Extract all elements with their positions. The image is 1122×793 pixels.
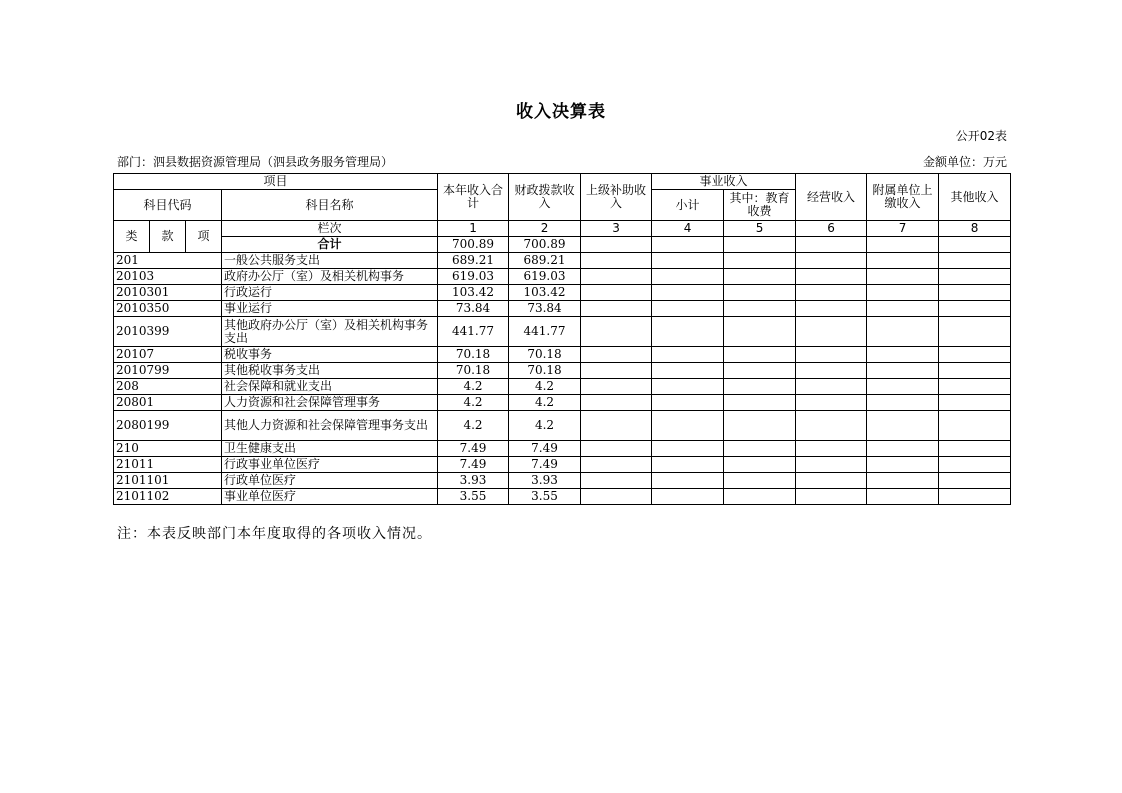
subject-code: 2101101 bbox=[114, 473, 222, 489]
empty-cell bbox=[724, 379, 796, 395]
header-subtotal: 小计 bbox=[652, 190, 724, 221]
empty-cell bbox=[796, 301, 867, 317]
header-fiscal: 财政拨款收入 bbox=[509, 174, 581, 221]
header-other: 其他收入 bbox=[939, 174, 1011, 221]
table-row bbox=[114, 395, 1011, 411]
header-subject-name: 科目名称 bbox=[222, 190, 438, 221]
empty-cell bbox=[939, 269, 1011, 285]
empty-cell bbox=[652, 269, 724, 285]
total-income-cell: 3.55 bbox=[438, 489, 509, 505]
total-income-cell: 3.93 bbox=[438, 473, 509, 489]
empty-cell bbox=[652, 489, 724, 505]
income-table bbox=[113, 173, 1011, 505]
empty-cell bbox=[581, 411, 652, 441]
empty-cell bbox=[796, 395, 867, 411]
total-income-value: 700.89 bbox=[438, 237, 509, 253]
empty-cell bbox=[652, 347, 724, 363]
empty-cell bbox=[724, 489, 796, 505]
subject-code: 20801 bbox=[114, 395, 222, 411]
total-income-cell: 103.42 bbox=[438, 285, 509, 301]
table-row bbox=[114, 269, 1011, 285]
subject-code: 201 bbox=[114, 253, 222, 269]
total-income-cell: 4.2 bbox=[438, 395, 509, 411]
empty-cell bbox=[796, 473, 867, 489]
subject-code: 210 bbox=[114, 441, 222, 457]
empty-cell bbox=[724, 317, 796, 347]
empty-cell bbox=[939, 489, 1011, 505]
fiscal-cell: 70.18 bbox=[509, 363, 581, 379]
empty-cell bbox=[724, 363, 796, 379]
fiscal-cell: 7.49 bbox=[509, 457, 581, 473]
col-num: 8 bbox=[939, 221, 1011, 237]
total-income-cell: 619.03 bbox=[438, 269, 509, 285]
empty-cell bbox=[796, 317, 867, 347]
empty-cell bbox=[867, 285, 939, 301]
empty-cell bbox=[581, 285, 652, 301]
subject-code: 208 bbox=[114, 379, 222, 395]
empty-cell bbox=[796, 411, 867, 441]
subject-name: 一般公共服务支出 bbox=[222, 253, 438, 269]
table-row bbox=[114, 411, 1011, 441]
department-label: 部门：泗县数据资源管理局（泗县政务服务管理局） bbox=[117, 155, 394, 169]
fiscal-cell: 73.84 bbox=[509, 301, 581, 317]
header-superior: 上级补助收入 bbox=[581, 174, 652, 221]
empty-cell bbox=[867, 411, 939, 441]
subject-name: 政府办公厅（室）及相关机构事务 bbox=[222, 269, 438, 285]
empty-cell bbox=[724, 473, 796, 489]
empty-cell bbox=[939, 301, 1011, 317]
header-xiang: 项 bbox=[186, 221, 222, 253]
empty-cell bbox=[581, 379, 652, 395]
empty-cell bbox=[652, 457, 724, 473]
empty-cell bbox=[652, 395, 724, 411]
fiscal-cell: 441.77 bbox=[509, 317, 581, 347]
empty-cell bbox=[796, 379, 867, 395]
col-num: 4 bbox=[652, 221, 724, 237]
subject-code: 21011 bbox=[114, 457, 222, 473]
empty-cell bbox=[581, 457, 652, 473]
empty-cell bbox=[939, 285, 1011, 301]
subject-name: 其他政府办公厅（室）及相关机构事务支出 bbox=[222, 317, 438, 347]
header-lanci: 栏次 bbox=[222, 221, 438, 237]
empty-cell bbox=[724, 457, 796, 473]
amount-unit-label: 金额单位：万元 bbox=[922, 155, 1007, 169]
header-operating: 经营收入 bbox=[796, 174, 867, 221]
page-title: 收入决算表 bbox=[516, 102, 606, 122]
subject-name: 行政运行 bbox=[222, 285, 438, 301]
fiscal-cell: 7.49 bbox=[509, 441, 581, 457]
subject-name: 人力资源和社会保障管理事务 bbox=[222, 395, 438, 411]
total-income-cell: 73.84 bbox=[438, 301, 509, 317]
header-lei: 类 bbox=[114, 221, 150, 253]
header-edu-fee: 其中：教育收费 bbox=[724, 190, 796, 221]
subject-code: 2010301 bbox=[114, 285, 222, 301]
empty-cell bbox=[939, 379, 1011, 395]
header-affiliated: 附属单位上缴收入 bbox=[867, 174, 939, 221]
subject-name: 其他人力资源和社会保障管理事务支出 bbox=[222, 411, 438, 441]
table-row bbox=[114, 253, 1011, 269]
subject-name: 卫生健康支出 bbox=[222, 441, 438, 457]
empty-cell bbox=[724, 269, 796, 285]
subject-name: 事业单位医疗 bbox=[222, 489, 438, 505]
table-row bbox=[114, 347, 1011, 363]
empty-cell bbox=[867, 347, 939, 363]
empty-cell bbox=[796, 457, 867, 473]
empty-cell bbox=[939, 441, 1011, 457]
empty-cell bbox=[939, 347, 1011, 363]
empty-cell bbox=[939, 317, 1011, 347]
empty-cell bbox=[652, 441, 724, 457]
empty-cell bbox=[724, 441, 796, 457]
empty-cell bbox=[939, 363, 1011, 379]
empty-cell bbox=[939, 395, 1011, 411]
header-total-income: 本年收入合计 bbox=[438, 174, 509, 221]
subject-name: 其他税收事务支出 bbox=[222, 363, 438, 379]
total-income-cell: 7.49 bbox=[438, 457, 509, 473]
table-row bbox=[114, 441, 1011, 457]
empty-cell bbox=[796, 489, 867, 505]
subject-code: 20103 bbox=[114, 269, 222, 285]
fiscal-cell: 4.2 bbox=[509, 411, 581, 441]
empty-cell bbox=[867, 269, 939, 285]
empty-cell bbox=[652, 411, 724, 441]
empty-cell bbox=[867, 253, 939, 269]
empty-cell bbox=[867, 379, 939, 395]
empty-cell bbox=[796, 285, 867, 301]
table-row bbox=[114, 301, 1011, 317]
empty-cell bbox=[724, 411, 796, 441]
empty-cell bbox=[724, 285, 796, 301]
fiscal-cell: 4.2 bbox=[509, 379, 581, 395]
empty-cell bbox=[867, 457, 939, 473]
total-income-cell: 70.18 bbox=[438, 363, 509, 379]
subject-code: 2080199 bbox=[114, 411, 222, 441]
empty-cell bbox=[652, 363, 724, 379]
col-num: 3 bbox=[581, 221, 652, 237]
empty-cell bbox=[796, 269, 867, 285]
total-income-cell: 70.18 bbox=[438, 347, 509, 363]
total-fiscal-value: 700.89 bbox=[509, 237, 581, 253]
empty-cell bbox=[796, 253, 867, 269]
empty-cell bbox=[724, 301, 796, 317]
table-row bbox=[114, 363, 1011, 379]
empty-cell bbox=[867, 317, 939, 347]
total-income-cell: 4.2 bbox=[438, 379, 509, 395]
empty-cell bbox=[581, 317, 652, 347]
total-label: 合计 bbox=[222, 237, 438, 253]
empty-cell bbox=[581, 253, 652, 269]
subject-name: 行政单位医疗 bbox=[222, 473, 438, 489]
table-row bbox=[114, 317, 1011, 347]
subject-code: 2010350 bbox=[114, 301, 222, 317]
fiscal-cell: 4.2 bbox=[509, 395, 581, 411]
header-subject-code: 科目代码 bbox=[114, 190, 222, 221]
fiscal-cell: 3.93 bbox=[509, 473, 581, 489]
empty-cell bbox=[652, 379, 724, 395]
fiscal-cell: 70.18 bbox=[509, 347, 581, 363]
empty-cell bbox=[581, 473, 652, 489]
empty-cell bbox=[581, 269, 652, 285]
empty-cell bbox=[652, 253, 724, 269]
empty-cell bbox=[724, 253, 796, 269]
col-num: 1 bbox=[438, 221, 509, 237]
total-income-cell: 4.2 bbox=[438, 411, 509, 441]
empty-cell bbox=[939, 253, 1011, 269]
empty-cell bbox=[939, 411, 1011, 441]
table-row bbox=[114, 489, 1011, 505]
table-row bbox=[114, 457, 1011, 473]
header-kuan: 款 bbox=[150, 221, 186, 253]
empty-cell bbox=[581, 395, 652, 411]
empty-cell bbox=[867, 363, 939, 379]
empty-cell bbox=[867, 395, 939, 411]
fiscal-cell: 103.42 bbox=[509, 285, 581, 301]
fiscal-cell: 619.03 bbox=[509, 269, 581, 285]
empty-cell bbox=[724, 347, 796, 363]
empty-cell bbox=[652, 317, 724, 347]
table-row bbox=[114, 473, 1011, 489]
fiscal-cell: 689.21 bbox=[509, 253, 581, 269]
empty-cell bbox=[652, 473, 724, 489]
col-num: 5 bbox=[724, 221, 796, 237]
table-row bbox=[114, 379, 1011, 395]
form-code: 公开02表 bbox=[955, 129, 1007, 143]
fiscal-cell: 3.55 bbox=[509, 489, 581, 505]
subject-code: 2010799 bbox=[114, 363, 222, 379]
subject-name: 税收事务 bbox=[222, 347, 438, 363]
total-income-cell: 7.49 bbox=[438, 441, 509, 457]
empty-cell bbox=[652, 301, 724, 317]
total-income-cell: 689.21 bbox=[438, 253, 509, 269]
subject-name: 社会保障和就业支出 bbox=[222, 379, 438, 395]
empty-cell bbox=[867, 473, 939, 489]
empty-cell bbox=[939, 473, 1011, 489]
empty-cell bbox=[796, 441, 867, 457]
subject-code: 2010399 bbox=[114, 317, 222, 347]
empty-cell bbox=[581, 347, 652, 363]
header-project: 项目 bbox=[114, 174, 438, 190]
empty-cell bbox=[867, 301, 939, 317]
table-row bbox=[114, 285, 1011, 301]
empty-cell bbox=[581, 489, 652, 505]
empty-cell bbox=[867, 441, 939, 457]
subject-code: 2101102 bbox=[114, 489, 222, 505]
empty-cell bbox=[581, 301, 652, 317]
empty-cell bbox=[581, 363, 652, 379]
total-income-cell: 441.77 bbox=[438, 317, 509, 347]
empty-cell bbox=[652, 285, 724, 301]
header-business: 事业收入 bbox=[652, 174, 796, 190]
empty-cell bbox=[581, 441, 652, 457]
subject-name: 事业运行 bbox=[222, 301, 438, 317]
col-num: 7 bbox=[867, 221, 939, 237]
footnote: 注：本表反映部门本年度取得的各项收入情况。 bbox=[117, 526, 432, 542]
empty-cell bbox=[867, 489, 939, 505]
empty-cell bbox=[796, 347, 867, 363]
col-num: 6 bbox=[796, 221, 867, 237]
empty-cell bbox=[939, 457, 1011, 473]
subject-code: 20107 bbox=[114, 347, 222, 363]
col-num: 2 bbox=[509, 221, 581, 237]
subject-name: 行政事业单位医疗 bbox=[222, 457, 438, 473]
empty-cell bbox=[724, 395, 796, 411]
empty-cell bbox=[796, 363, 867, 379]
